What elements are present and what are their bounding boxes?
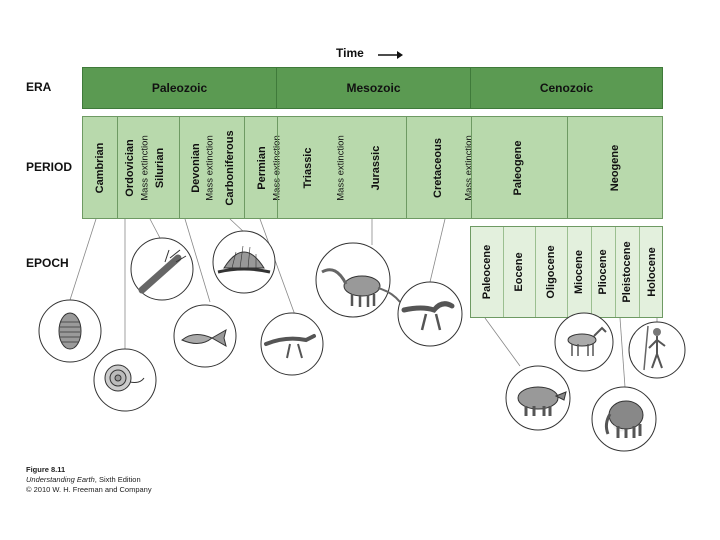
period-neogene: Neogene: [609, 144, 621, 191]
epoch-oligocene: Oligocene: [545, 245, 557, 299]
period-devonian: Devonian: [190, 142, 202, 193]
epoch-pliocene: Pliocene: [597, 249, 609, 295]
book-reference: Understanding Earth, Sixth Edition: [26, 475, 141, 484]
era-row-label: ERA: [26, 80, 52, 94]
extinction-cretaceous: Mass extinction: [463, 134, 475, 201]
horse-illustration: [555, 313, 613, 371]
era-cenozoic: Cenozoic: [539, 81, 594, 95]
epoch-eocene: Eocene: [513, 252, 525, 292]
epoch-paleocene: Paleocene: [481, 244, 493, 300]
extinction-devonian: Mass extinction: [204, 134, 216, 201]
ammonite-illustration: [94, 349, 156, 411]
period-silurian: Silurian: [154, 147, 166, 188]
human-illustration: [629, 322, 685, 378]
period-row-label: PERIOD: [26, 160, 73, 174]
figure-number: Figure 8.11: [26, 465, 66, 474]
epoch-pleistocene: Pleistocene: [621, 241, 633, 303]
copyright-notice: © 2010 W. H. Freeman and Company: [26, 485, 152, 494]
period-carboniferous: Carboniferous: [224, 129, 236, 206]
period-permian: Permian: [256, 145, 268, 190]
era-mesozoic: Mesozoic: [277, 68, 471, 108]
epoch-row-label: EPOCH: [26, 256, 69, 270]
period-ordovician: Ordovician: [124, 138, 136, 197]
theropod-illustration: [398, 282, 462, 346]
dimetrodon-illustration: [213, 231, 275, 293]
period-jurassic: Jurassic: [370, 145, 382, 190]
period-triassic: Triassic: [302, 147, 314, 188]
rhinoceros-illustration: [506, 366, 570, 430]
fish-illustration: [174, 305, 236, 367]
mammoth-illustration: [592, 387, 656, 451]
sea-scorpion-illustration: [131, 238, 193, 300]
era-paleozoic: Paleozoic: [83, 68, 277, 108]
extinction-ordovician: Mass extinction: [139, 134, 151, 201]
period-cambrian: Cambrian: [94, 142, 106, 193]
epoch-holocene: Holocene: [645, 247, 658, 297]
trilobite-illustration: [39, 300, 101, 362]
extinction-permian: Mass extinction: [271, 134, 283, 201]
period-paleogene: Paleogene: [512, 139, 524, 196]
period-cretaceous: Cretaceous: [432, 137, 444, 198]
early-dinosaur-illustration: [261, 313, 323, 375]
epoch-miocene: Miocene: [573, 249, 585, 295]
time-label: Time: [336, 46, 364, 60]
sauropod-illustration: [316, 243, 400, 317]
figure-caption: [26, 465, 152, 495]
extinction-triassic: Mass extinction: [335, 134, 347, 201]
